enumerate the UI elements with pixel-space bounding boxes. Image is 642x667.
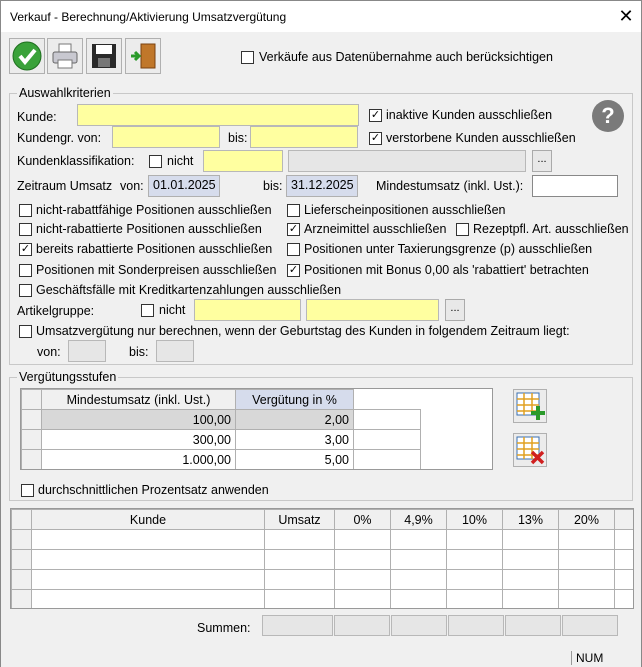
table-add-icon [514,390,546,422]
datenuebernahme-label: Verkäufe aus Datenübernahme auch berücksichtigen [259,50,553,64]
rezeptpfl-label: Rezeptpfl. Art. ausschließen [473,222,629,236]
delete-row-button[interactable] [513,433,547,467]
summe-13-field [505,615,561,636]
verstorben-checkbox[interactable]: ✓ [370,132,381,144]
nicht-rabattfaehige-checkbox[interactable] [19,204,32,217]
table-row[interactable] [12,590,635,610]
inactive-label: inaktive Kunden ausschließen [386,108,553,122]
result-header-20: 20% [559,510,615,530]
stufen-corner [22,390,42,410]
table-row[interactable]: 1.000,00 5,00 [22,450,421,470]
sonderpreise-checkbox[interactable] [19,264,32,277]
verguetungsstufen-title: Vergütungsstufen [19,370,117,384]
zeitraum-label: Zeitraum Umsatz [17,179,113,193]
table-row[interactable]: 100,00 2,00 [22,410,421,430]
klassifikation-label: Kundenklassifikation: [17,154,135,168]
verstorben-label: verstorbene Kunden ausschließen [386,131,576,145]
bday-von-label: von: [37,345,61,359]
result-header-0: 0% [335,510,391,530]
summen-label: Summen: [197,621,251,635]
add-row-button[interactable] [513,389,547,423]
summe-10-field [448,615,504,636]
result-header-kunde: Kunde [32,510,265,530]
kunde-label: Kunde: [17,110,57,124]
result-header-umsatz: Umsatz [265,510,335,530]
artikelgruppe-label: Artikelgruppe: [17,304,95,318]
klassifikation-name-field [288,150,526,172]
lieferschein-label: Lieferscheinpositionen ausschließen [304,203,506,217]
arzneimittel-checkbox[interactable]: ✓ [288,223,299,235]
table-delete-icon [514,434,546,466]
durchschnitt-checkbox[interactable] [21,484,34,497]
zeitraum-von-label: von: [120,179,144,193]
lieferschein-checkbox[interactable] [287,204,300,217]
confirm-button[interactable] [9,38,45,74]
zeitraum-von-input[interactable]: 01.01.2025 [148,175,220,197]
num-lock-indicator: NUM [571,651,603,665]
result-grid [10,508,634,609]
kundengr-von-input[interactable] [112,126,220,148]
exit-door-icon [129,41,157,71]
stufen-grid [20,388,493,470]
nicht-rabattierte-checkbox[interactable] [19,223,32,236]
geburtstag-label: Umsatzvergütung nur berechnen, wenn der Geburtstag des Kunden in folgendem Zeitraum liegt: [36,324,570,338]
table-row[interactable] [12,550,635,570]
kundengr-bis-input[interactable] [250,126,358,148]
mindestumsatz-label: Mindestumsatz (inkl. Ust.): [376,179,524,193]
taxierungsgrenze-checkbox[interactable] [287,243,300,256]
bonus-checkbox[interactable]: ✓ [288,264,299,276]
nicht-rabattierte-label: nicht-rabattierte Positionen ausschließen [36,222,262,236]
datenuebernahme-checkbox[interactable] [241,51,254,64]
title-bar [1,1,641,32]
taxierungsgrenze-label: Positionen unter Taxierungsgrenze (p) ausschließen [304,242,593,256]
inactive-checkbox[interactable]: ✓ [370,109,381,121]
print-button[interactable] [47,38,83,74]
klassifikation-browse-button[interactable]: ... [532,150,552,172]
artikelgruppe-code-input[interactable] [194,299,301,321]
klass-nicht-label: nicht [167,154,194,168]
summe-0-field [334,615,390,636]
floppy-disk-icon [90,42,118,70]
rezeptpfl-checkbox[interactable] [456,223,469,236]
arzneimittel-label: Arzneimittel ausschließen [304,222,447,236]
kunde-input[interactable] [77,104,359,126]
printer-icon [50,41,80,71]
summe-4-9-field [391,615,447,636]
help-icon[interactable]: ? [592,100,624,132]
kreditkarten-checkbox[interactable] [19,284,32,297]
artikelgruppe-nicht-checkbox[interactable] [141,304,154,317]
window-title: Verkauf - Berechnung/Aktivierung Umsatzvergütung [10,10,287,24]
kundengr-bis-label: bis: [228,131,248,145]
table-row[interactable]: 300,00 3,00 [22,430,421,450]
bereits-rabattierte-checkbox[interactable]: ✓ [20,243,31,255]
stufen-header-mindest: Mindestumsatz (inkl. Ust.) [42,390,236,410]
auswahlkriterien-title: Auswahlkriterien [19,86,111,100]
geburtstag-checkbox[interactable] [19,325,32,338]
close-icon[interactable]: ✕ [618,6,634,26]
bday-bis-label: bis: [129,345,149,359]
table-row[interactable] [12,530,635,550]
summe-20-field [562,615,618,636]
result-header-10: 10% [447,510,503,530]
summe-umsatz-field [262,615,333,636]
artikelgruppe-name-input[interactable] [306,299,439,321]
save-button[interactable] [86,38,122,74]
bonus-label: Positionen mit Bonus 0,00 als 'rabattiert' betrachten [304,263,589,277]
checkmark-icon [12,41,42,71]
table-row[interactable] [12,570,635,590]
nicht-rabattfaehige-label: nicht-rabattfähige Positionen ausschließen [36,203,272,217]
zeitraum-bis-label: bis: [263,179,283,193]
result-header-4-9: 4,9% [391,510,447,530]
kreditkarten-label: Geschäftsfälle mit Kreditkartenzahlungen ausschließen [36,283,342,297]
mindestumsatz-input[interactable] [532,175,618,197]
stufen-header-verguetung: Vergütung in % [236,390,354,410]
durchschnitt-label: durchschnittlichen Prozentsatz anwenden [38,483,269,497]
sonderpreise-label: Positionen mit Sonderpreisen ausschließen [36,263,277,277]
bday-von-input[interactable] [68,340,106,362]
klass-nicht-checkbox[interactable] [149,155,162,168]
klassifikation-code-input[interactable] [203,150,283,172]
zeitraum-bis-input[interactable]: 31.12.2025 [286,175,358,197]
exit-button[interactable] [125,38,161,74]
artikelgruppe-browse-button[interactable]: ... [445,299,465,321]
artikelgruppe-nicht-label: nicht [159,303,186,317]
bereits-rabattierte-label: bereits rabattierte Positionen ausschließen [36,242,273,256]
kundengr-label: Kundengr. von: [17,131,102,145]
result-header-13: 13% [503,510,559,530]
status-bar [1,649,641,667]
bday-bis-input[interactable] [156,340,194,362]
